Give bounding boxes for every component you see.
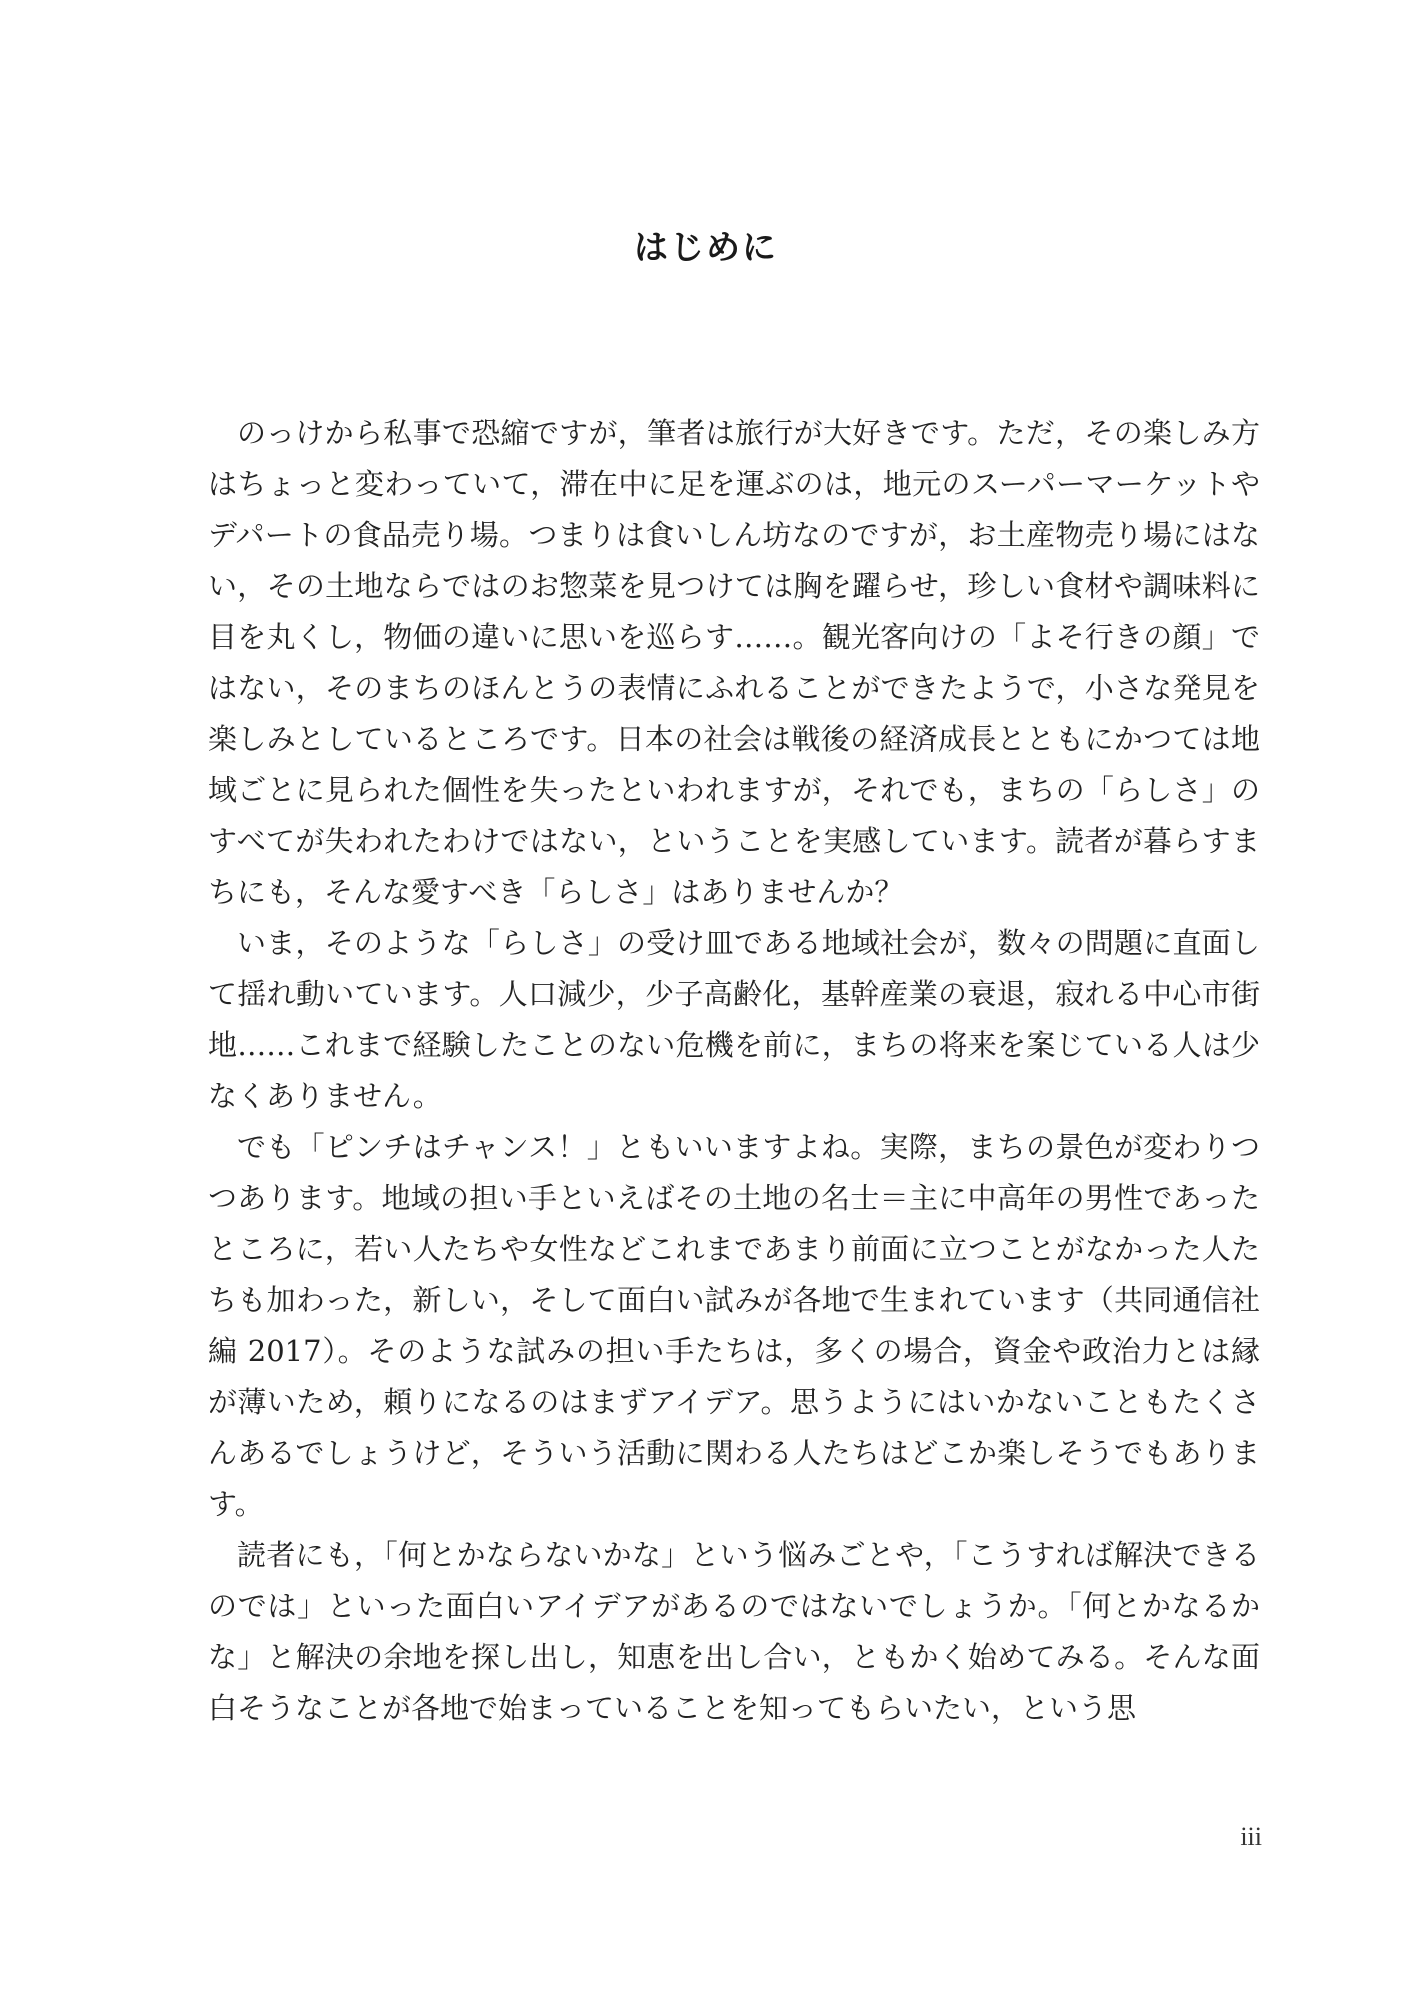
paragraph-1: のっけから私事で恐縮ですが，筆者は旅行が大好きです。ただ，その楽しみ方はちょっと変わっていて，滞在中に足を運ぶのは，地元のスーパーマーケットやデパートの食品売り場。つまりは食いしん坊なのですが，お土産物売り場にはない，その土地ならではのお惣菜を見つけては胸を躍らせ，珍しい食材や調味料に目を丸くし，物価の違いに思いを巡らす……。観光客向けの「よそ行きの顔」ではない，そのまちのほんとうの表情にふれることができたようで，小さな発見を楽しみとしているところです。日本の社会は戦後の経済成長とともにかつては地域ごとに見られた個性を失ったといわれますが，それでも，まちの「らしさ」のすべてが失われたわけではない，ということを実感しています。読者が暮らすまちにも，そんな愛すべき「らしさ」はありませんか？ — [208, 416, 1260, 909]
paragraph-2: いま，そのような「らしさ」の受け皿である地域社会が，数々の問題に直面して揺れ動いています。人口減少，少子高齢化，基幹産業の衰退，寂れる中心市街地……これまで経験したことのない危機を前に，まちの将来を案じている人は少なくありません。 — [208, 926, 1260, 1113]
page-number: iii — [1240, 1822, 1262, 1851]
page-title: はじめに — [634, 228, 778, 268]
paragraph-4: 読者にも，「何とかならないかな」という悩みごとや，「こうすれば解決できるのでは」といった面白いアイデアがあるのではないでしょうか。「何とかなるかな」と解決の余地を探し出し，知恵を出し合い，ともかく始めてみる。そんな面白そうなことが各地で始まっていることを知ってもらいたい，という思 — [208, 1538, 1260, 1725]
body-text — [208, 408, 1260, 1734]
paragraph-3: でも「ピンチはチャンス！」ともいいますよね。実際，まちの景色が変わりつつあります。地域の担い手といえばその土地の名士＝主に中高年の男性であったところに，若い人たちや女性などこれまであまり前面に立つことがなかった人たちも加わった，新しい，そして面白い試みが各地で生まれています（共同通信社編 2017）。そのような試みの担い手たちは，多くの場合，資金や政治力とは縁が薄いため，頼りになるのはまずアイデア。思うようにはいかないこともたくさんあるでしょうけど，そういう活動に関わる人たちはどこか楽しそうでもあります。 — [208, 1130, 1260, 1521]
